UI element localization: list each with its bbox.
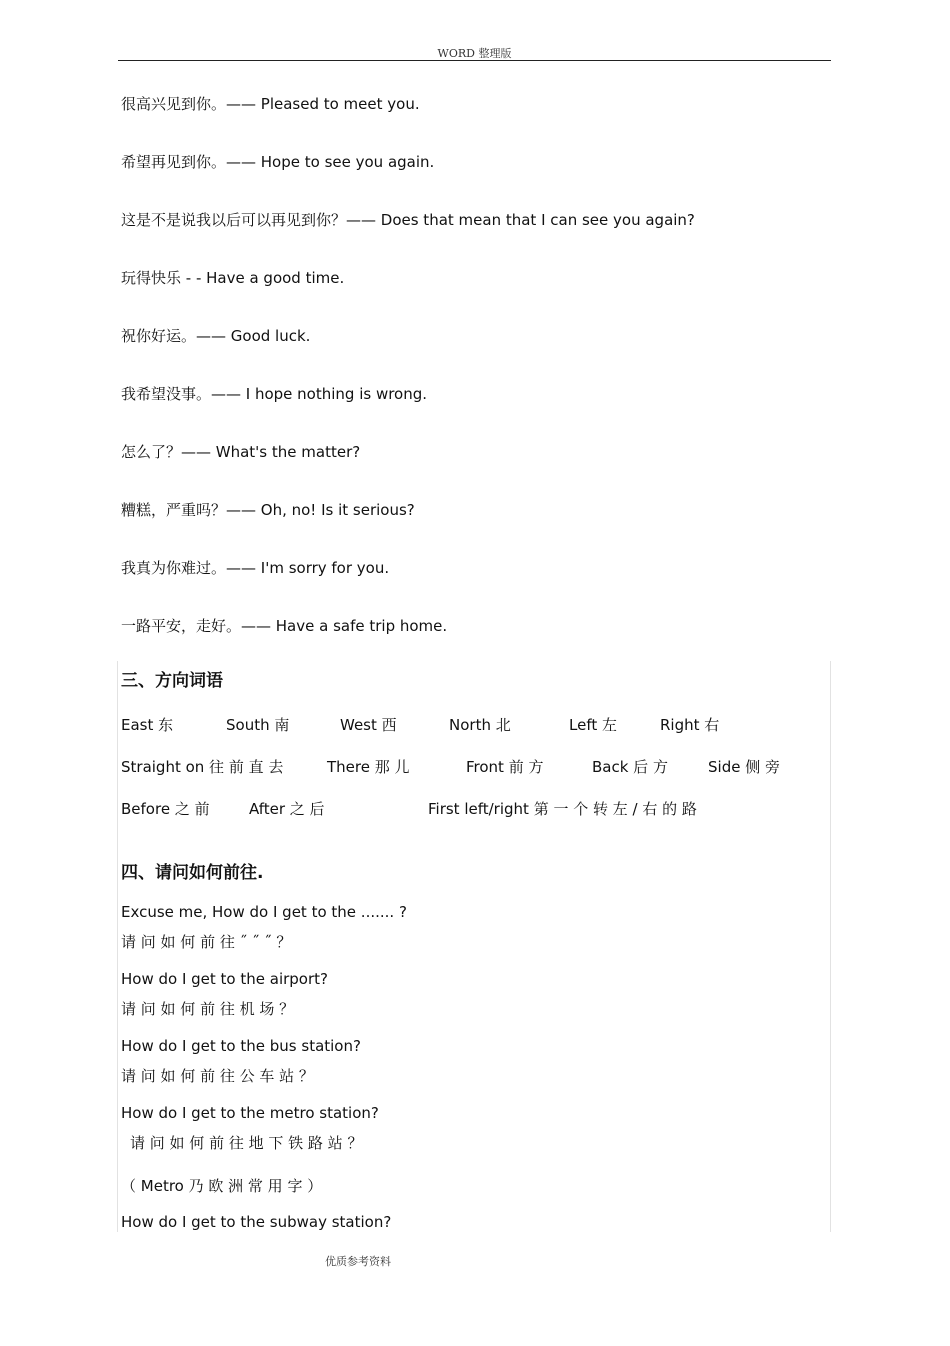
direction-word: Left 左 <box>569 716 617 734</box>
direction-word: Right 右 <box>660 716 720 734</box>
phrase-line: 一路平安，走好。—— Have a safe trip home. <box>121 617 448 635</box>
phrase-line: 这是不是说我以后可以再见到你？—— Does that mean that I can see you again? <box>121 211 695 229</box>
phrase-line: 玩得快乐 - - Have a good time. <box>121 269 345 287</box>
phrase-line: 很高兴见到你。—— Pleased to meet you. <box>121 95 420 113</box>
page-footer: 优质参考资料 <box>325 1255 391 1268</box>
phrase-line: 我希望没事。—— I hope nothing is wrong. <box>121 385 428 403</box>
direction-word: First left/right 第 一 个 转 左 / 右 的 路 <box>428 800 697 818</box>
direction-word: There 那 儿 <box>327 758 410 776</box>
direction-word: West 西 <box>340 716 397 734</box>
section-heading-how-to-get: 四、请问如何前往. <box>121 863 264 883</box>
direction-word: North 北 <box>449 716 511 734</box>
note-line: （ Metro 乃 欧 洲 常 用 字 ） <box>121 1177 323 1195</box>
direction-word: South 南 <box>226 716 290 734</box>
left-margin-rule <box>117 661 118 1232</box>
direction-word: Side 侧 旁 <box>708 758 780 776</box>
direction-word: Front 前 方 <box>466 758 544 776</box>
direction-word: Straight on 往 前 直 去 <box>121 758 284 776</box>
question-chinese: 请 问 如 何 前 往 机 场 ？ <box>121 1000 295 1018</box>
direction-word: Back 后 方 <box>592 758 668 776</box>
section-heading-directions: 三、方向词语 <box>121 671 223 691</box>
direction-word: After 之 后 <box>249 800 325 818</box>
direction-word: East 东 <box>121 716 174 734</box>
question-english: How do I get to the subway station? <box>121 1213 392 1231</box>
direction-word: Before 之 前 <box>121 800 210 818</box>
question-chinese: 请 问 如 何 前 往 ˝ ˝ ˝ ？ <box>121 933 292 951</box>
question-chinese: 请 问 如 何 前 往 公 车 站 ？ <box>121 1067 314 1085</box>
question-english: How do I get to the metro station? <box>121 1104 379 1122</box>
phrase-line: 怎么了？—— What's the matter? <box>121 443 361 461</box>
phrase-line: 糟糕，严重吗？—— Oh, no! Is it serious? <box>121 501 415 519</box>
page-header: WORD 整理版 <box>437 47 512 60</box>
question-english: How do I get to the bus station? <box>121 1037 361 1055</box>
phrase-line: 希望再见到你。—— Hope to see you again. <box>121 153 435 171</box>
question-english: Excuse me, How do I get to the ....... ? <box>121 903 407 921</box>
question-english: How do I get to the airport? <box>121 970 328 988</box>
question-chinese: 请 问 如 何 前 往 地 下 铁 路 站 ？ <box>130 1134 363 1152</box>
header-rule <box>118 60 831 61</box>
phrase-line: 我真为你难过。—— I'm sorry for you. <box>121 559 390 577</box>
right-margin-rule <box>830 661 831 1232</box>
phrase-line: 祝你好运。—— Good luck. <box>121 327 311 345</box>
